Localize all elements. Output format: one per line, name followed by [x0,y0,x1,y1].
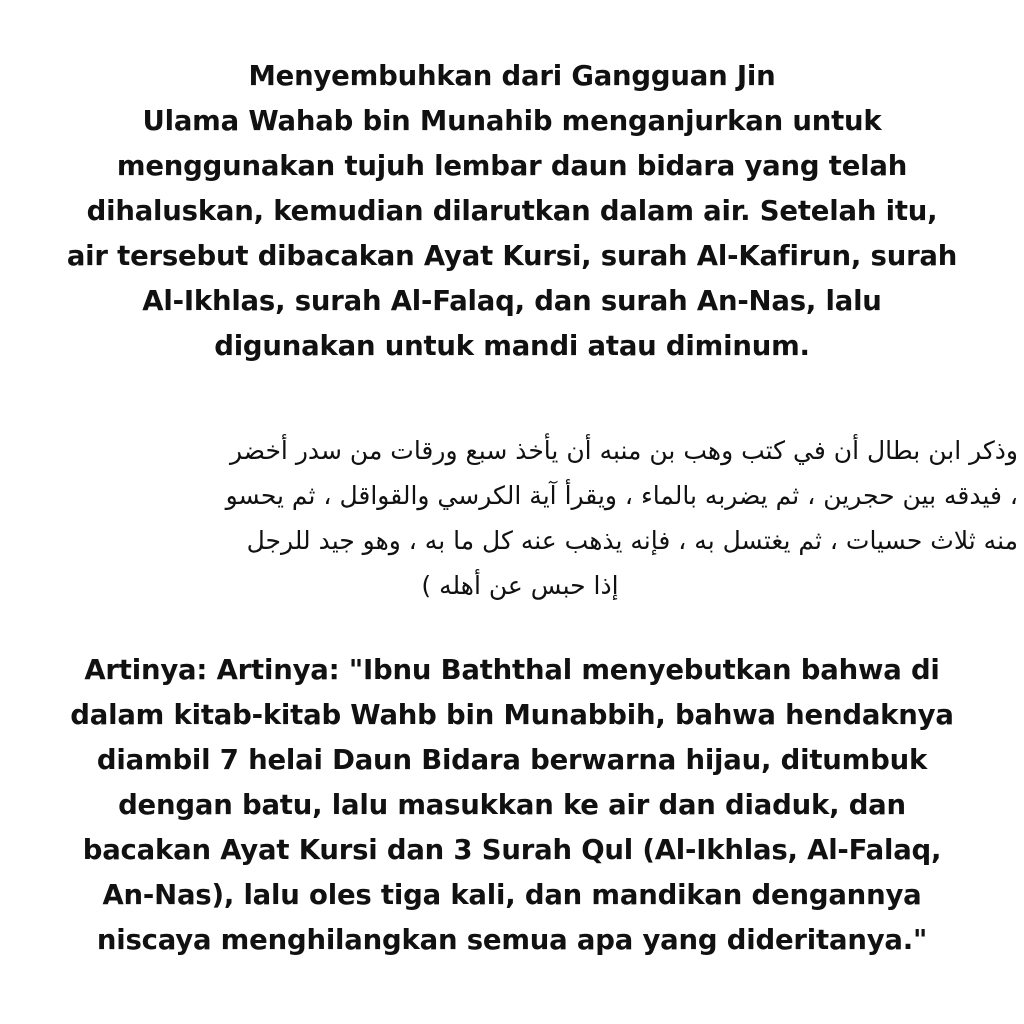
translation-line: bacakan Ayat Kursi dan 3 Surah Qul (Al-Ikhlas, Al-Falaq, [82,834,942,866]
arabic-line: وذكر ابن بطال أن في كتب وهب بن منبه أن يأخذ سبع ورقات من سدر أخضر [230,436,1018,465]
arabic-line: إذا حبس عن أهله ) [421,571,619,600]
translation-line: niscaya menghilangkan semua apa yang dideritanya." [96,924,928,956]
intro-line: digunakan untuk mandi atau diminum. [214,330,810,362]
translation-line: Artinya: Artinya: "Ibnu Baththal menyebutkan bahwa di [84,654,940,686]
arabic-line: ، فيدقه بين حجرين ، ثم يضربه بالماء ، ويقرأ آية الكرسي والقواقل ، ثم يحسو [225,481,1018,510]
intro-line: Ulama Wahab bin Munahib menganjurkan untuk [142,105,882,137]
intro-line: air tersebut dibacakan Ayat Kursi, surah Al-Kafirun, surah [66,240,958,272]
intro-line: dihaluskan, kemudian dilarutkan dalam air. Setelah itu, [86,195,938,227]
translation-paragraph [20,648,1004,963]
translation-line: An-Nas), lalu oles tiga kali, dan mandikan dengannya [102,879,922,911]
translation-line: dalam kitab-kitab Wahb bin Munabbih, bahwa hendaknya [70,699,954,731]
document-title: Menyembuhkan dari Gangguan Jin [248,60,776,92]
intro-paragraph [20,54,1004,369]
translation-line: dengan batu, lalu masukkan ke air dan diaduk, dan [118,789,906,821]
arabic-line: منه ثلاث حسيات ، ثم يغتسل به ، فإنه يذهب عنه كل ما به ، وهو جيد للرجل [246,526,1018,555]
translation-line: diambil 7 helai Daun Bidara berwarna hijau, ditumbuk [96,744,928,776]
intro-line: menggunakan tujuh lembar daun bidara yang telah [116,150,908,182]
intro-line: Al-Ikhlas, surah Al-Falaq, dan surah An-Nas, lalu [142,285,882,317]
arabic-quote [22,428,1018,608]
